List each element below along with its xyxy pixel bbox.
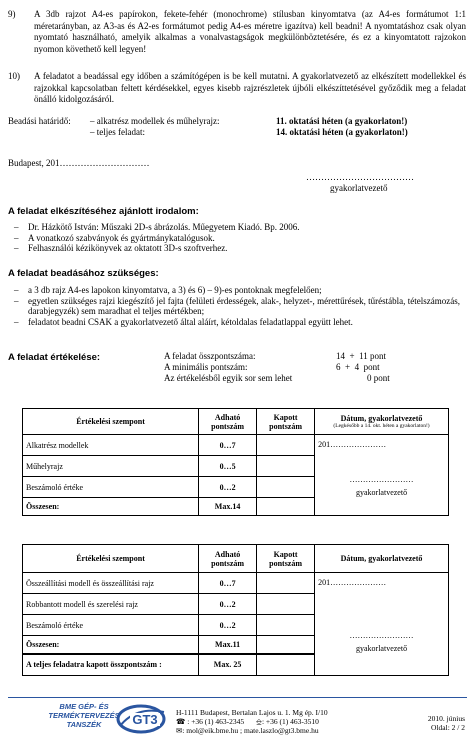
evaluation-rows (164, 351, 439, 384)
email-icon: ✉ (176, 726, 183, 735)
row-max: 0…7 (199, 573, 257, 594)
signature-line: ……………………………… (306, 172, 414, 182)
gt3-logo-text: GT3 (132, 712, 158, 727)
requirement-item: – feladatot beadni CSAK a gyakorlatvezető által aláírt, kétoldalas feladatlappal együtt lehet. (8, 317, 460, 328)
sign-role: gyakorlatvezető (355, 488, 408, 497)
row-max: 0…2 (199, 594, 257, 615)
requirements-heading: A feladat beadásához szükséges: (8, 268, 159, 279)
row-max: 0…5 (199, 456, 257, 477)
deadline-row1-label: – alkatrész modellek és műhelyrajz: (90, 116, 220, 126)
phone1: +36 (1) 463-2345 (191, 717, 245, 726)
footer-meta (428, 714, 465, 732)
total-max: Max.14 (199, 498, 257, 516)
header-date-title: Dátum, gyakorlatvezető (340, 413, 423, 423)
table-row (23, 435, 449, 456)
grand-label: A teljes feladatra kapott összpontszám : (23, 654, 199, 676)
deadline-label: Beadási határidő: (8, 116, 71, 126)
evaluation-row-label: A feladat összpontszáma: (164, 351, 256, 361)
evaluation-table-1 (22, 408, 449, 516)
literature-list (8, 222, 448, 254)
email-row: ✉: mol@eik.bme.hu ; mate.laszlo@gt3.bme.hu (176, 726, 319, 735)
header-max: Adható pontszám (199, 545, 257, 573)
date-sign-cell[interactable] (315, 435, 449, 516)
address: H-1111 Budapest, Bertalan Lajos u. 1. Mg ép. I/10 (176, 708, 328, 717)
evaluation-row-label: Az értékelésből egyik sor sem lehet (164, 373, 293, 383)
footer-date: 2010. június (427, 714, 465, 723)
header-date: Dátum, gyakorlatvezető (315, 545, 449, 573)
table-row (23, 573, 449, 594)
grand-got[interactable] (257, 654, 315, 676)
row-got[interactable] (257, 615, 315, 636)
evaluation-label: A feladat értékelése: (8, 352, 101, 363)
grand-max: Max. 25 (199, 654, 257, 676)
item10-number: 10) (8, 71, 20, 81)
total-got[interactable] (257, 636, 315, 654)
email2[interactable]: mate.laszlo@gt3.bme.hu (244, 726, 319, 735)
item10-text: A feladatot a beadással egy időben a számítógépen is be kell mutatni. A gyakorlatvezető az elkészített modellekkel és rajzokkal kapcsolatban feltett kérdésekkel, egyes kisebb rajzrészletek újbóli elkészíttetésével győződik meg a feladat önálló kidolgozásáról. (34, 71, 466, 104)
row-got[interactable] (257, 573, 315, 594)
footer (0, 700, 475, 756)
header-got: Kapott pontszám (257, 545, 315, 573)
total-label: Összesen: (23, 498, 199, 516)
header-got: Kapott pontszám (257, 409, 315, 435)
row-got[interactable] (257, 435, 315, 456)
header-criterion: Értékelési szempont (23, 409, 199, 435)
row-max: 0…7 (199, 435, 257, 456)
evaluation-row (164, 373, 439, 384)
row-got[interactable] (257, 456, 315, 477)
sign-role: gyakorlatvezető (355, 644, 408, 653)
total-max: Max.11 (199, 636, 257, 654)
deadline-row1-value: 11. oktatási héten (a gyakorlaton!) (276, 116, 408, 126)
header-date-note: (Legkésőbb a 14. okt. héten a gyakorlaton!) (333, 422, 430, 429)
gt3-logo (116, 704, 170, 734)
requirement-item: – a 3 db rajz A4-es lapokon kinyomtatva, a 3) és 6) – 9)-es pontoknak megfelelően; (8, 285, 460, 296)
place-date (8, 158, 150, 168)
row-max: 0…2 (199, 615, 257, 636)
row-got[interactable] (257, 594, 315, 615)
row-label: Műhelyrajz (23, 456, 199, 477)
literature-item: – A vonatkozó szabványok és gyártmánykatalógusok. (8, 233, 448, 244)
header-date (315, 409, 449, 435)
total-label: Összesen: (23, 636, 199, 654)
evaluation-table-2 (22, 544, 449, 676)
place-date-dots: ………………………… (59, 158, 150, 168)
header-criterion: Értékelési szempont (23, 545, 199, 573)
evaluation-row-value: 6 + 4 pont (336, 362, 380, 372)
deadline-row2-value: 14. oktatási héten (a gyakorlaton!) (276, 127, 408, 137)
requirement-item: – egyetlen szükséges rajzi kiegészítő jel fajta (felületi érdességek, alak-, helyzet-, mérettűrések, tűréstábla, tételszámozás, darabjegyzék) sem maradhat el teljes mértékben; (8, 296, 460, 317)
signature-role: gyakorlatvezető (330, 183, 388, 193)
place-date-text: Budapest, 201 (8, 158, 60, 168)
evaluation-row (164, 362, 439, 373)
dept-line3: TANSZÉK (66, 720, 102, 729)
date-sign-cell[interactable] (315, 573, 449, 676)
item9-text: A 3db rajzot A4-es papírokon, fekete-fehér (monochrome) stílusban kinyomtatva (az A4-es formátumot 1:1 méretarányban, az A3-as és A2-es formátumot pedig A4-es méretre igazítva) kell beadni! A nyomtatáshoz csak olyan nyomtató használható, amelyik alkalmas a vonalvastagságok megkülönböztetésére, és ez a kinyomtatott rajzokon nyomon követhető kell legyen! (34, 9, 466, 54)
sign-line: …………………… (349, 631, 414, 640)
fax1: : +36 (1) 463-3510 (261, 717, 319, 726)
row-got[interactable] (257, 477, 315, 498)
item9-number: 9) (8, 9, 16, 19)
row-label: Beszámoló értéke (23, 615, 199, 636)
row-label: Beszámoló értéke (23, 477, 199, 498)
literature-item: – Dr. Házkötő István: Műszaki 2D-s ábrázolás. Műegyetem Kiadó. Bp. 2006. (8, 222, 448, 233)
footer-address (176, 708, 396, 735)
phone-icon: ☎ : (176, 717, 192, 726)
evaluation-row-value: 14 + 11 pont (336, 351, 386, 361)
page-number: Oldal: 2 / 2 (431, 723, 465, 732)
date-field: 201………………… (318, 440, 387, 449)
fax-icon: ⎒ (256, 717, 262, 726)
requirements-list (8, 285, 460, 327)
literature-item: – Felhasználói kézikönyvek az oktatott 3D-s szoftverhez. (8, 243, 448, 254)
row-max: 0…2 (199, 477, 257, 498)
email1[interactable]: : mol@eik.bme.hu (182, 726, 239, 735)
department-name (44, 702, 124, 729)
dept-line2: TERMÉKTERVEZÉS (48, 711, 120, 720)
phone-row (176, 717, 396, 726)
header-max: Adható pontszám (199, 409, 257, 435)
sign-line: …………………… (349, 475, 414, 484)
literature-heading: A feladat elkészítéséhez ajánlott irodalom: (8, 206, 199, 217)
evaluation-row-value: 0 pont (367, 373, 390, 383)
total-got[interactable] (257, 498, 315, 516)
footer-rule (8, 697, 467, 698)
dept-line1: BME GÉP- ÉS (59, 702, 109, 711)
deadline-row2-label: – teljes feladat: (90, 127, 145, 137)
date-field: 201………………… (318, 578, 387, 587)
evaluation-row-label: A minimális pontszám: (164, 362, 248, 372)
evaluation-row (164, 351, 439, 362)
gt3-logo-icon (116, 704, 170, 734)
row-label: Összeállítási modell és összeállítási rajz (23, 573, 199, 594)
row-label: Alkatrész modellek (23, 435, 199, 456)
row-label: Robbantott modell és szerelési rajz (23, 594, 199, 615)
